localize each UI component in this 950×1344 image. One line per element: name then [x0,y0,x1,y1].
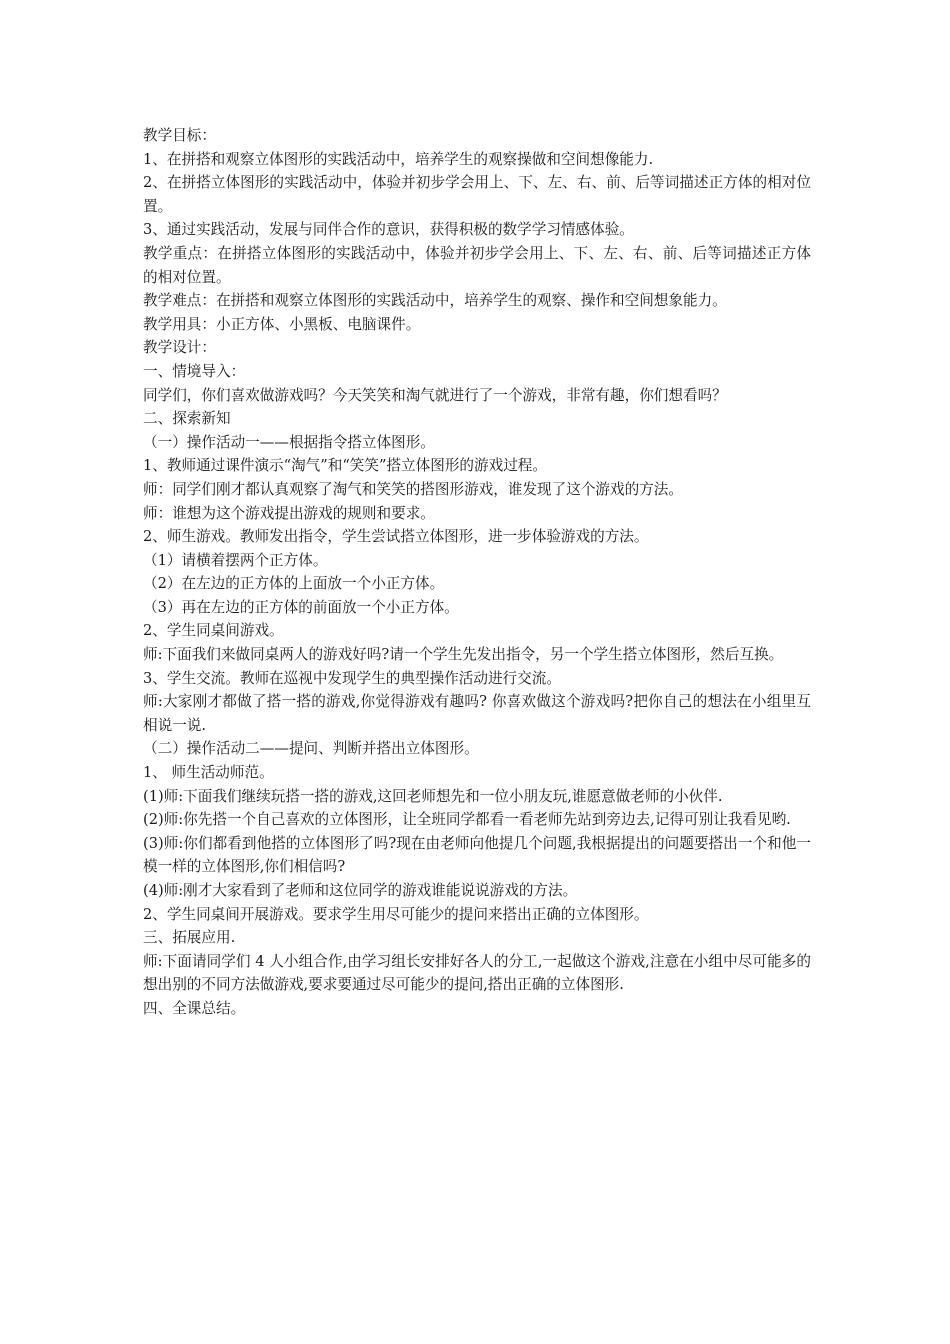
paragraph-demo-1: (1)师:下面我们继续玩搭一搭的游戏,这回老师想先和一位小朋友玩,谁愿意做老师的小伙伴. [143,787,723,805]
paragraph-tools: 教学用具：小正方体、小黑板、电脑课件。 [143,315,421,333]
paragraph-activity-2: （二）操作活动二——提问、判断并搭出立体图形。 [143,740,479,758]
paragraph-demo-step: 1、 师生活动师范。 [143,764,274,782]
paragraph-teacher-3: 师:下面我们来做同桌两人的游戏好吗?请一个学生先发出指令，另一个学生搭立体图形，然后互换。 [143,646,784,664]
paragraph-group-task: 师:下面请同学们 4 人小组合作,由学习组长安排好各人的分工,一起做这个游戏,注意在小组中尽可能多的想出别的不同方法做游戏,要求要通过尽可能少的提问,搭出正确的立体图形. [143,952,811,994]
paragraph-instruction-3: （3）再在左边的正方体的前面放一个小正方体。 [143,598,459,616]
paragraph-pair-game: 2、学生同桌间开展游戏。要求学生用尽可能少的提问来搭出正确的立体图形。 [143,905,649,923]
paragraph-design-heading: 教学设计： [143,339,216,357]
paragraph-objective-1: 1、在拼搭和观察立体图形的实践活动中，培养学生的观察操做和空间想像能力. [143,150,654,168]
paragraph-section-3: 三、拓展应用. [143,929,236,947]
paragraph-step-1: 1、教师通过课件演示“淘气”和“笑笑”搭立体图形的游戏过程。 [143,457,547,475]
document-page [143,124,811,1021]
paragraph-objective-2: 2、在拼搭立体图形的实践活动中，体验并初步学会用上、下、左、右、前、后等词描述正方体的相对位置。 [143,174,811,215]
paragraph-teacher-2: 师：谁想为这个游戏提出游戏的规则和要求。 [143,504,435,522]
paragraph-difficulties: 教学难点：在拼搭和观察立体图形的实践活动中，培养学生的观察、操作和空间想象能力。 [143,292,727,310]
paragraph-section-2: 二、探索新知 [143,410,231,428]
paragraph-instruction-1: （1）请横着摆两个正方体。 [143,551,328,569]
paragraph-section-1: 一、情境导入： [143,362,246,380]
paragraph-step-2: 2、师生游戏。教师发出指令，学生尝试搭立体图形，进一步体验游戏的方法。 [143,528,649,546]
paragraph-instruction-2: （2）在左边的正方体的上面放一个小正方体。 [143,575,445,593]
paragraph-demo-3: (3)师:你们都看到他搭的立体图形了吗?现在由老师向他提几个问题,我根据提出的问题要搭出一个和他一模一样的立体图形,你们相信吗? [143,834,811,876]
paragraph-activity-1: （一）操作活动一——根据指令搭立体图形。 [143,433,435,451]
paragraph-teacher-1: 师：同学们刚才都认真观察了淘气和笑笑的搭图形游戏，谁发现了这个游戏的方法。 [143,480,683,498]
paragraph-demo-4: (4)师:刚才大家看到了老师和这位同学的游戏谁能说说游戏的方法。 [143,882,578,899]
paragraph-objective-3: 3、通过实践活动，发展与同伴合作的意识，获得积极的数学学习情感体验。 [143,221,634,239]
paragraph-section-4: 四、全课总结。 [143,999,246,1017]
paragraph-step-2b: 2、学生同桌间游戏。 [143,622,284,640]
paragraph-intro-question: 同学们，你们喜欢做游戏吗？今天笑笑和淘气就进行了一个游戏，非常有趣，你们想看吗？ [143,386,727,404]
paragraph-step-3: 3、学生交流。教师在巡视中发现学生的典型操作活动进行交流。 [143,669,561,687]
paragraph-teacher-4: 师:大家刚才都做了搭一搭的游戏,你觉得游戏有趣吗? 你喜欢做这个游戏吗?把你自己的想法在小组里互相说一说. [143,693,811,734]
paragraph-key-points: 教学重点：在拼搭立体图形的实践活动中，体验并初步学会用上、下、左、右、前、后等词描述正方体的相对位置。 [143,244,811,286]
paragraph-demo-2: (2)师:你先搭一个自己喜欢的立体图形，让全班同学都看一看老师先站到旁边去,记得可别让我看见哟. [143,811,791,829]
paragraph-objectives-heading: 教学目标： [143,127,216,144]
